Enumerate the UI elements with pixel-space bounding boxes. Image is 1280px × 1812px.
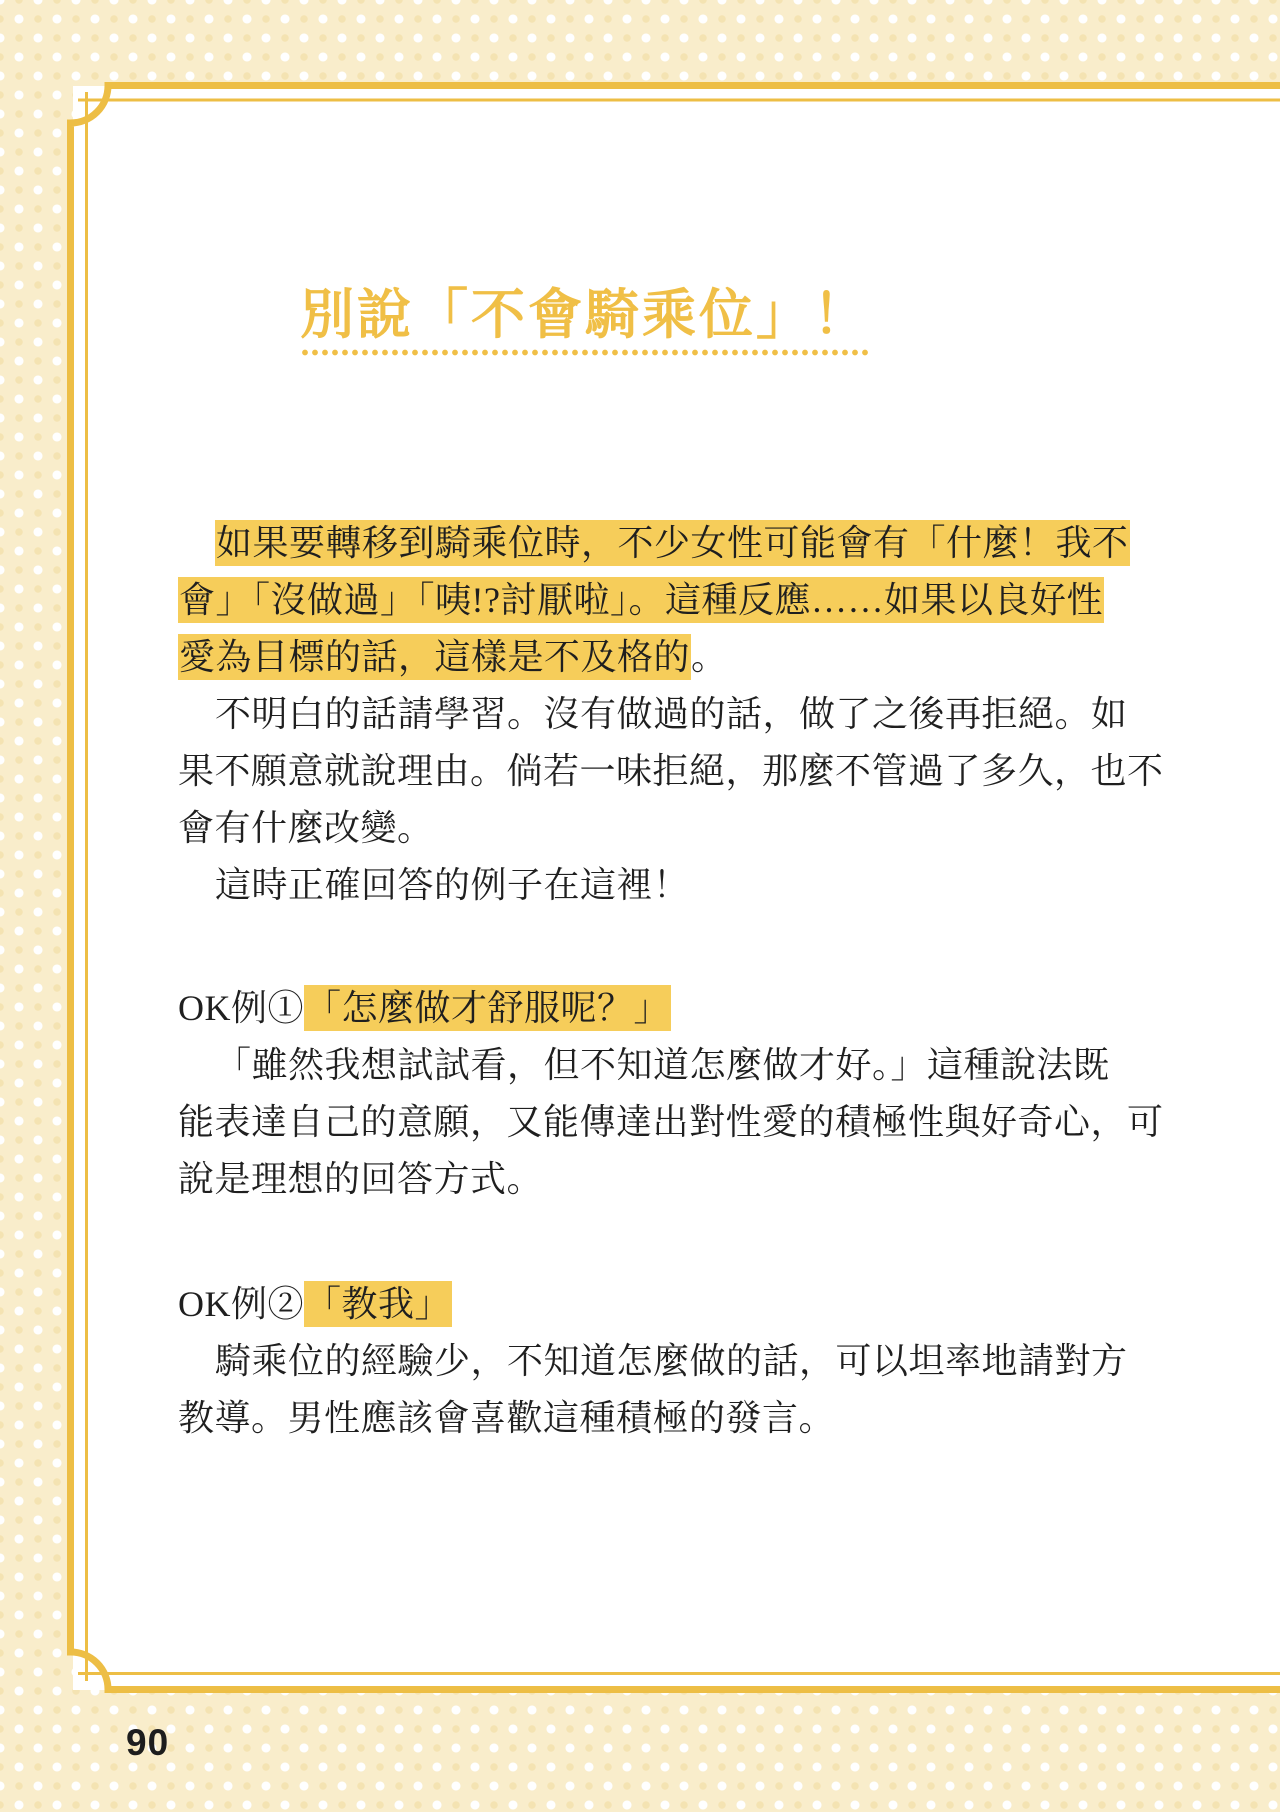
text-line [178,629,1118,686]
plain-text: 。 [691,637,728,677]
paragraph-gap [178,1208,1118,1276]
plain-text: 能表達自己的意願，又能傳達出對性愛的積極性與好奇心，可 [178,1102,1164,1142]
text-line [178,572,1118,629]
page-title: 別說「不會騎乘位」！ [300,285,870,345]
text-line [178,1276,1118,1333]
text-line [178,515,1129,572]
text-line [178,857,1118,914]
text-line [178,743,1164,800]
plain-text: 「雖然我想試試看，但不知道怎麼做才好。」這種說法既 [215,1045,1110,1085]
highlighted-text: 「教我」 [304,1281,452,1327]
text-line [178,980,1118,1037]
highlighted-text: 愛為目標的話，這樣是不及格的 [178,634,691,680]
text-line [178,686,1128,743]
highlighted-text: 「怎麼做才舒服呢？」 [304,985,671,1031]
plain-text: 不明白的話請學習。沒有做過的話，做了之後再拒絕。如 [215,694,1128,734]
text-line [178,1333,1128,1390]
plain-text: 會有什麼改變。 [178,808,434,848]
plain-text: 教導。男性應該會喜歡這種積極的發言。 [178,1398,836,1438]
text-line [178,800,1118,857]
plain-text: OK例② [178,1284,304,1324]
title-dotted-underline [300,349,870,356]
text-line [178,1390,1118,1447]
text-line [178,1094,1164,1151]
plain-text: 果不願意就說理由。倘若一味拒絕，那麼不管過了多久，也不 [178,751,1164,791]
paragraph-gap [178,914,1118,980]
plain-text: OK例① [178,988,304,1028]
body-text [178,515,1164,1447]
text-line [178,1037,1118,1094]
plain-text: 說是理想的回答方式。 [178,1159,544,1199]
highlighted-text: 會」「沒做過」「咦!?討厭啦」。這種反應……如果以良好性 [178,577,1104,623]
highlighted-text: 如果要轉移到騎乘位時，不少女性可能會有「什麼！我不 [215,520,1130,566]
text-line [178,1151,1118,1208]
plain-text: 這時正確回答的例子在這裡！ [215,865,690,905]
title-block [300,286,870,356]
plain-text: 騎乘位的經驗少，不知道怎麼做的話，可以坦率地請對方 [215,1341,1128,1381]
page-number: 90 [126,1722,170,1763]
